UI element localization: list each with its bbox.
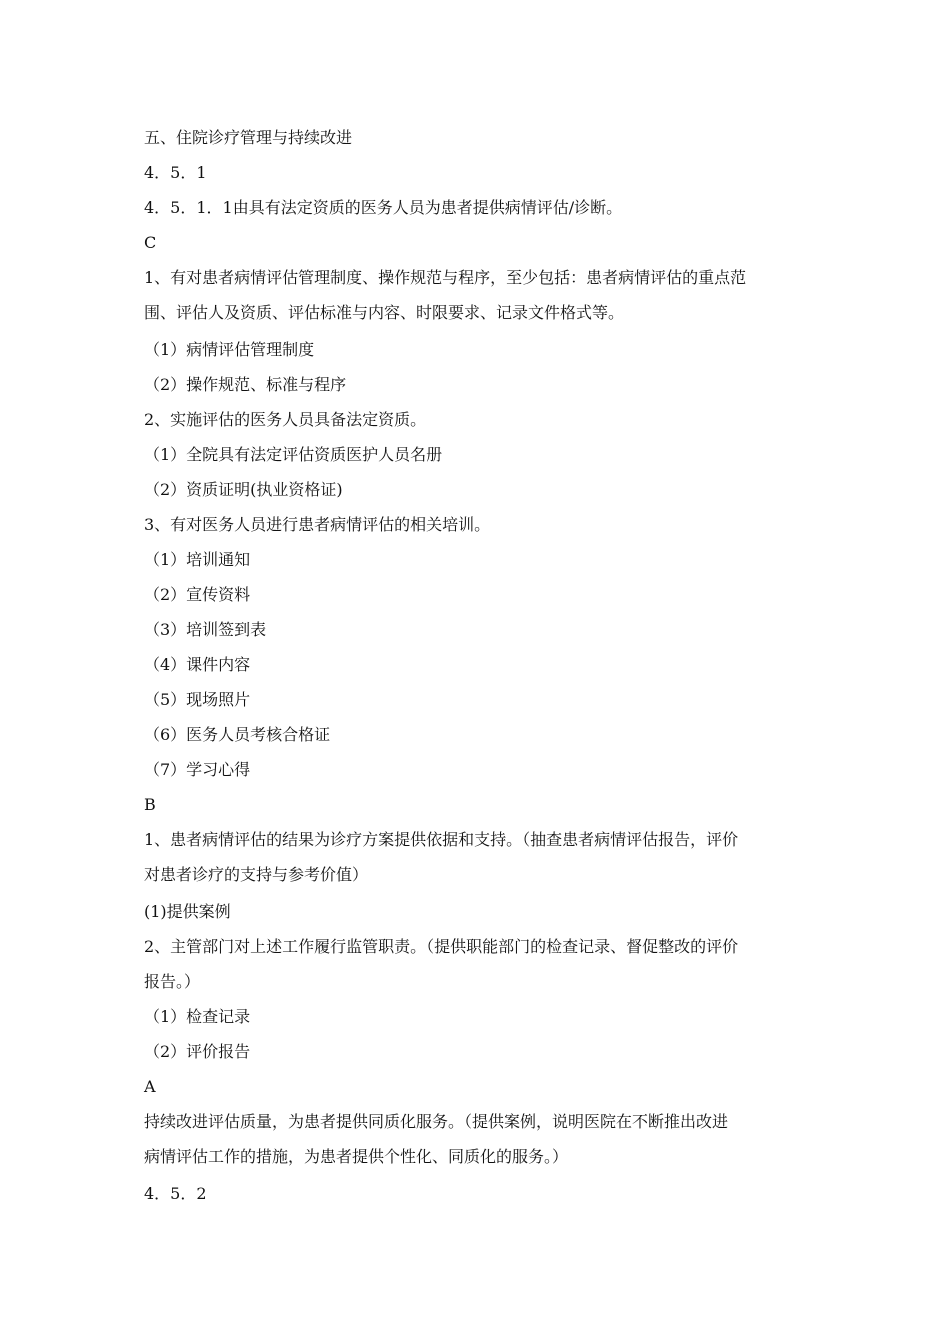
grade-label: A — [144, 1077, 156, 1096]
list-item: （2）宣传资料 — [144, 585, 251, 604]
paragraph-line: 病情评估工作的措施，为患者提供个性化、同质化的服务。） — [144, 1147, 569, 1166]
list-item: （7）学习心得 — [144, 760, 251, 779]
list-item: （2）操作规范、标准与程序 — [144, 375, 347, 394]
list-item: （1）培训通知 — [144, 550, 251, 569]
paragraph-line: 持续改进评估质量，为患者提供同质化服务。（提供案例，说明医院在不断推出改进 — [144, 1112, 729, 1131]
list-item: （1）检查记录 — [144, 1007, 251, 1026]
list-item: （4）课件内容 — [144, 655, 251, 674]
list-item: （6）医务人员考核合格证 — [144, 725, 331, 744]
list-item: （2）评价报告 — [144, 1042, 251, 1061]
list-item: （5）现场照片 — [144, 690, 251, 709]
paragraph-line: 1、患者病情评估的结果为诊疗方案提供依据和支持。（抽查患者病情评估报告，评价 — [144, 830, 739, 849]
paragraph-line: 1、有对患者病情评估管理制度、操作规范与程序，至少包括：患者病情评估的重点范 — [144, 268, 747, 287]
paragraph-line: 2、主管部门对上述工作履行监管职责。（提供职能部门的检查记录、督促整改的评价 — [144, 937, 739, 956]
list-item: （1）病情评估管理制度 — [144, 340, 315, 359]
list-item: （1）全院具有法定评估资质医护人员名册 — [144, 445, 443, 464]
paragraph-line: 报告。） — [144, 972, 201, 991]
clause-number: 4．5．1 — [144, 163, 207, 182]
clause-title: 4．5．1．1由具有法定资质的医务人员为患者提供病情评估/诊断。 — [144, 198, 623, 217]
paragraph-line: 围、评估人及资质、评估标准与内容、时限要求、记录文件格式等。 — [144, 303, 625, 322]
list-item: （2）资质证明(执业资格证) — [144, 480, 343, 499]
paragraph-line: 3、有对医务人员进行患者病情评估的相关培训。 — [144, 515, 491, 534]
list-item: (1)提供案例 — [144, 902, 231, 921]
grade-label: B — [144, 795, 156, 814]
clause-number: 4．5．2 — [144, 1184, 207, 1203]
paragraph-line: 对患者诊疗的支持与参考价值） — [144, 865, 369, 884]
list-item: （3）培训签到表 — [144, 620, 267, 639]
grade-label: C — [144, 233, 157, 252]
section-heading: 五、住院诊疗管理与持续改进 — [144, 128, 353, 147]
paragraph-line: 2、实施评估的医务人员具备法定资质。 — [144, 410, 427, 429]
